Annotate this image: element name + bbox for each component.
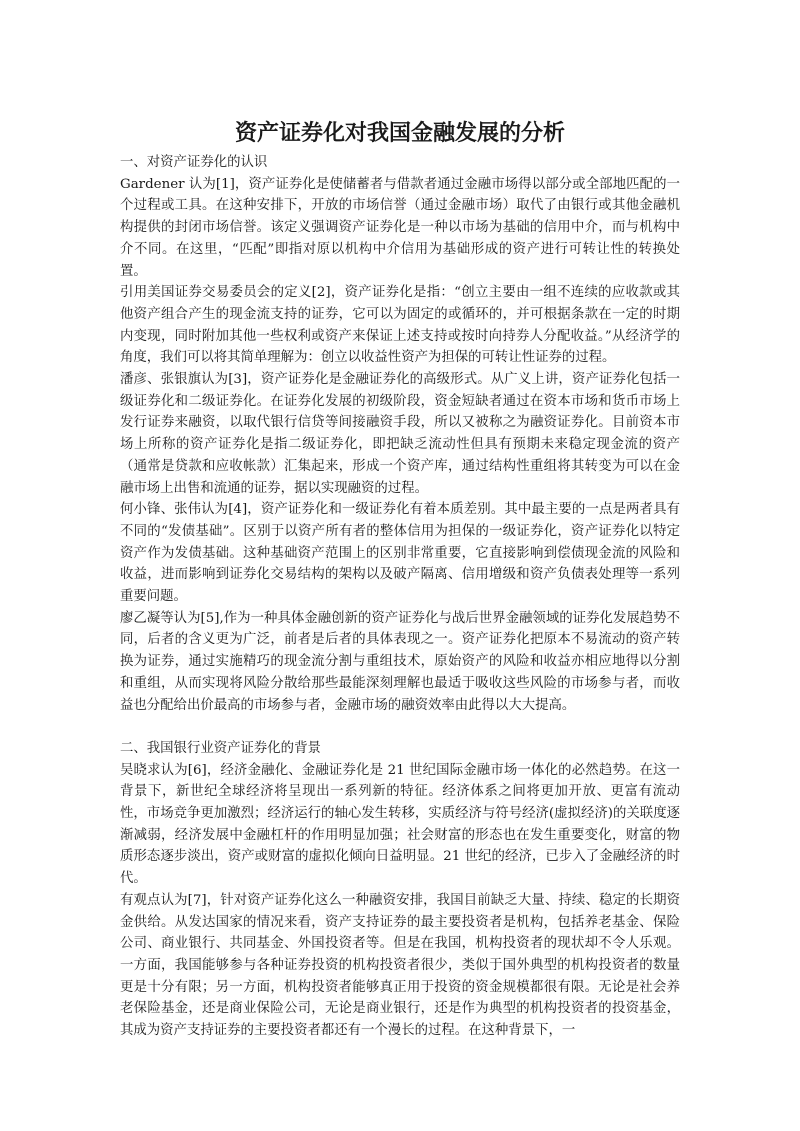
section-2-heading: 二、我国银行业资产证券化的背景 <box>120 740 321 756</box>
section-2-paragraph-2: 有观点认为[7]，针对资产证券化这么一种融资安排，我国目前缺乏大量、持续、稳定的长期资金供给。从发达国家的情况来看，资产支持证券的最主要投资者是机构，包括养老基金、保险公司、商业银行、共同基金、外国投资者等。但是在我国，机构投资者的现状却不令人乐观。一方面，我国能够参与各种证券投资的机构投资者很少，类似于国外典型的机构投资者的数量更是十分有限；另一方面，机构投资者能够真正用于投资的资金规模都很有限。无论是社会养老保险基金，还是商业保险公司，无论是商业银行，还是作为典型的机构投资者的投资基金，其成为资产支持证券的主要投资者都还有一个漫长的过程。在这种背景下，一 <box>120 892 680 1039</box>
section-1-paragraph-1: Gardener 认为[1]，资产证券化是使储蓄者与借款者通过金融市场得以部分或全部地匹配的一个过程或工具。在这种安排下，开放的市场信誉（通过金融市场）取代了由银行或其他金融机构提供的封闭市场信誉。该定义强调资产证券化是一种以市场为基础的信用中介，而与机构中介不同。在这里，“匹配”即指对原以机构中介信用为基础形成的资产进行可转让性的转换处置。 <box>120 176 680 279</box>
section-spacer <box>120 716 680 738</box>
section-1-paragraph-2: 引用美国证券交易委员会的定义[2]，资产证券化是指：“创立主要由一组不连续的应收款或其他资产组合产生的现金流支持的证券，它可以为固定的或循环的，并可根据条款在一定的时期内变现，同时附加其他一些权利或资产来保证上述支持或按时向持券人分配收益。”从经济学的角度，我们可以将其简单理解为：创立以收益性资产为担保的可转让性证券的过程。 <box>120 285 680 366</box>
section-2-paragraph-1: 吴晓求认为[6]，经济金融化、金融证券化是 21 世纪国际金融市场一体化的必然趋势。在这一背景下，新世纪全球经济将呈现出一系列新的特征。经济体系之间将更加开放、更富有流动性，市场竞争更加激烈；经济运行的轴心发生转移，实质经济与符号经济(虚拟经济)的关联度逐渐减弱，经济发展中金融杠杆的作用明显加强；社会财富的形态也在发生重要变化，财富的物质形态逐步淡出，资产或财富的虚拟化倾向日益明显。21 世纪的经济，已步入了金融经济的时代。 <box>120 762 680 887</box>
section-1-paragraph-3: 潘彦、张银旗认为[3]，资产证券化是金融证券化的高级形式。从广义上讲，资产证券化包括一级证券化和二级证券化。在证券化发展的初级阶段，资金短缺者通过在资本市场和货币市场上发行证券来融资，以取代银行信贷等间接融资手段，所以又被称之为融资证券化。目前资本市场上所称的资产证券化是指二级证券化，即把缺乏流动性但具有预期未来稳定现金流的资产（通常是贷款和应收帐款）汇集起来，形成一个资产库，通过结构性重组将其转变为可以在金融市场上出售和流通的证券，据以实现融资的过程。 <box>120 372 680 496</box>
section-1-heading: 一、对资产证券化的认识 <box>120 155 268 170</box>
section-1-paragraph-4: 何小锋、张伟认为[4]，资产证券化和一级证券化有着本质差别。其中最主要的一点是两者具有不同的“发债基础”。区别于以资产所有者的整体信用为担保的一级证券化，资产证券化以特定资产作为发债基础。这种基础资产范围上的区别非常重要，它直接影响到偿债现金流的风险和收益，进而影响到证券化交易结构的架构以及破产隔离、信用增级和资产负债表处理等一系列重要问题。 <box>120 502 680 605</box>
document-title: 资产证券化对我国金融发展的分析 <box>234 120 565 146</box>
section-1-paragraph-5: 廖乙凝等认为[5],作为一种具体金融创新的资产证券化与战后世界金融领域的证券化发展趋势不同，后者的含义更为广泛，前者是后者的具体表现之一。资产证券化把原本不易流动的资产转换为证券，通过实施精巧的现金流分割与重组技术，原始资产的风险和收益亦相应地得以分割和重组，从而实现将风险分散给那些最能深刻理解也最适于吸收这些风险的市场参与者，而收益也分配给出价最高的市场参与者，金融市场的融资效率由此得以大大提高。 <box>120 610 680 713</box>
